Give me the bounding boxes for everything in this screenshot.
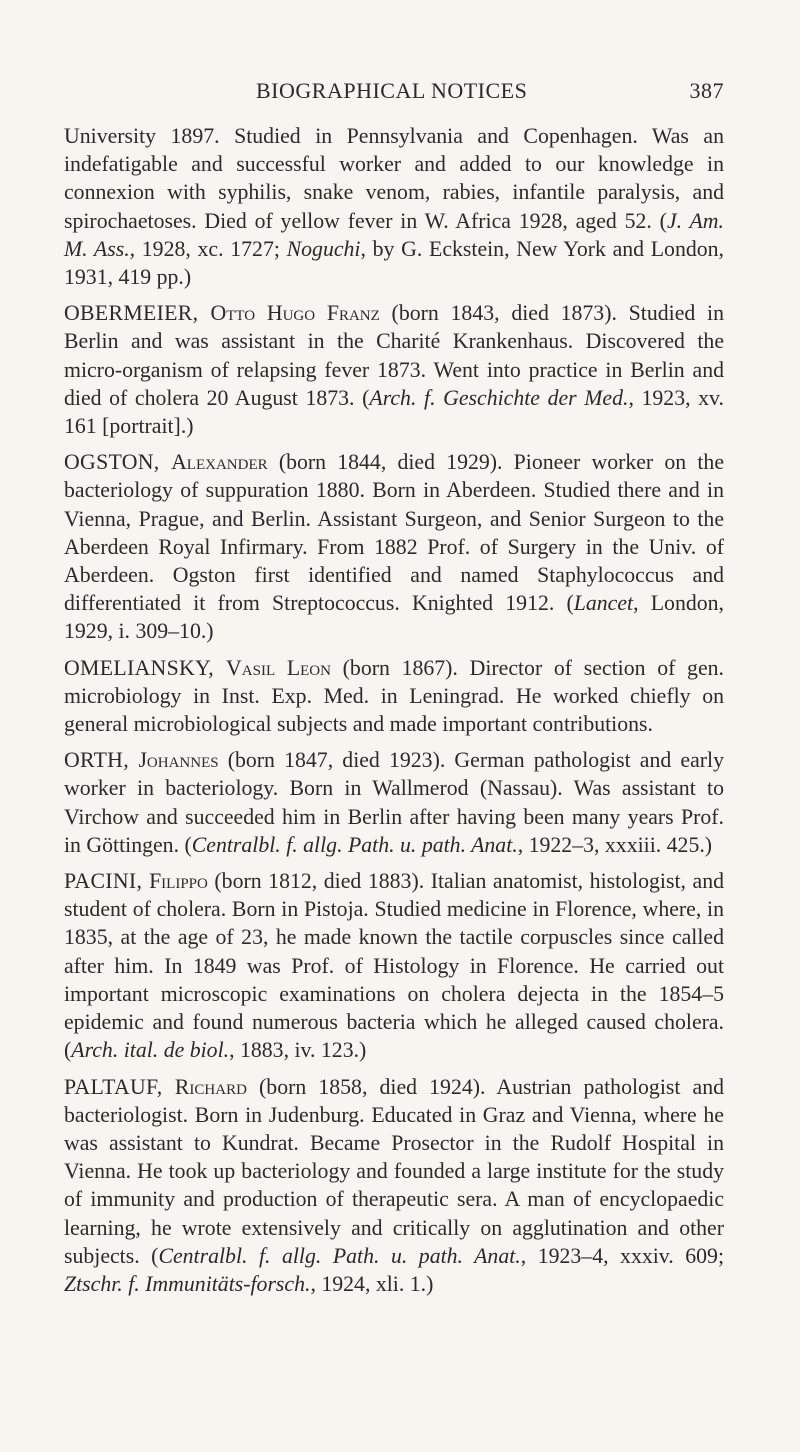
entry-text: , 1928, xc. 1727;	[129, 236, 287, 261]
entry-text: (born 1858, died 1924). Austrian pathologist and bacteriologist. Born in Judenburg. Educated in Graz and Vienna, where he was assistant to Kundrat. Became Prosector in the Rudolf Hospital in Vienna. He took up bacteriology and founded a large institute for the study of immunity and production of therapeutic sera. A man of encyclopaedic learning, he wrote extensively and critically on agglutination and other subjects. (	[64, 1074, 725, 1268]
given-names: Alexander	[171, 450, 268, 475]
given-names: Filippo	[149, 869, 208, 894]
surname: OMELIANSKY,	[64, 655, 227, 680]
citation-italic: Lancet	[573, 591, 634, 616]
entry-ogston	[64, 448, 724, 645]
entry-text: , 1922–3, xxxiii. 425.)	[517, 832, 713, 857]
entry-text: , 1923, xv. 161 [portrait].)	[64, 385, 724, 439]
running-head	[64, 78, 724, 122]
citation-italic: Arch. ital. de biol.	[71, 1038, 230, 1063]
surname: OGSTON,	[64, 450, 172, 475]
entry-text: (born 1812, died 1883). Italian anatomist, histologist, and student of cholera. Born in Pistoja. Studied medicine in Florence, where, in 1835, at the age of 23, he made known the tactile corpuscles since called after him. In 1849 was Prof. of Histology in Florence. He carried out important microscopic examinations on cholera dejecta in the 1854–5 epidemic and found numerous bacteria which he alleged caused cholera. (	[64, 869, 724, 1063]
entry-pacini	[64, 867, 724, 1064]
entry-text: , by G. Eckstein, New York and London, 1931, 419 pp.)	[64, 236, 724, 290]
surname: ORTH,	[64, 748, 139, 773]
given-names: Otto Hugo Franz	[210, 301, 380, 326]
entry-text: , London, 1929, i. 309–10.)	[64, 591, 724, 644]
page-number: 387	[689, 78, 724, 103]
citation-italic: Centralbl. f. allg. Path. u. path. Anat.	[158, 1243, 521, 1268]
entry-orth	[64, 746, 724, 859]
surname: OBERMEIER,	[64, 301, 211, 326]
surname: PALTAUF,	[64, 1074, 175, 1099]
document-page	[0, 78, 800, 1452]
entry-text: , 1883, iv. 123.)	[229, 1038, 367, 1063]
citation-italic: Centralbl. f. allg. Path. u. path. Anat.	[191, 832, 518, 857]
citation-italic: Noguchi	[286, 236, 361, 261]
entry-text: , 1923–4, xxxiv. 609;	[520, 1243, 724, 1268]
given-names: Richard	[174, 1074, 247, 1099]
entry-obermeier	[64, 299, 724, 440]
given-names: Johannes	[138, 748, 219, 773]
entry-text: (born 1847, died 1923). German pathologist and early worker in bacteriology. Born in Wallmerod (Nassau). Was assistant to Virchow and succeeded him in Berlin after having been many years Prof. in Göttingen. (	[64, 748, 724, 857]
citation-italic: Ztschr. f. Immunitäts-forsch.	[64, 1271, 311, 1296]
entry-paltauf	[64, 1073, 724, 1299]
entry-text: , 1924, xli. 1.)	[310, 1271, 434, 1296]
entry-text: (born 1844, died 1929). Pioneer worker on the bacteriology of suppuration 1880. Born in Aberdeen. Studied there and in Vienna, Prague, and Berlin. Assistant Surgeon, and Senior Surgeon to the Aberdeen Royal Infirmary. From 1882 Prof. of Surgery in the Univ. of Aberdeen. Ogston first identified and named Staphylococcus and differentiated it from Streptococcus. Knighted 1912. (	[64, 450, 725, 616]
given-names: Vasil Leon	[226, 655, 331, 680]
entry-noguchi-cont	[64, 122, 724, 291]
entry-text: (born 1867). Director of section of gen. microbiology in Inst. Exp. Med. in Leningrad. He worked chiefly on general microbiological subjects and made important contributions.	[64, 655, 724, 737]
entry-omeliansky	[64, 654, 724, 739]
entry-text: University 1897. Studied in Pennsylvania and Copenhagen. Was an indefatigable and successful worker and added to our knowledge in connexion with syphilis, snake venom, rabies, infantile paralysis, and spirochaetoses. Died of yellow fever in W. Africa 1928, aged 52. (	[64, 124, 724, 233]
surname: PACINI,	[64, 869, 150, 894]
biographical-entries	[64, 122, 724, 1298]
entry-text: (born 1843, died 1873). Studied in Berlin and was assistant in the Charité Krankenhaus. Discovered the micro-organism of relapsing fever 1873. Went into practice in Berlin and died of cholera 20 August 1873. (	[64, 301, 724, 410]
citation-italic: Arch. f. Geschichte der Med.	[369, 385, 629, 410]
running-title: BIOGRAPHICAL NOTICES	[256, 78, 528, 103]
citation-italic: J. Am. M. Ass.	[64, 208, 724, 261]
